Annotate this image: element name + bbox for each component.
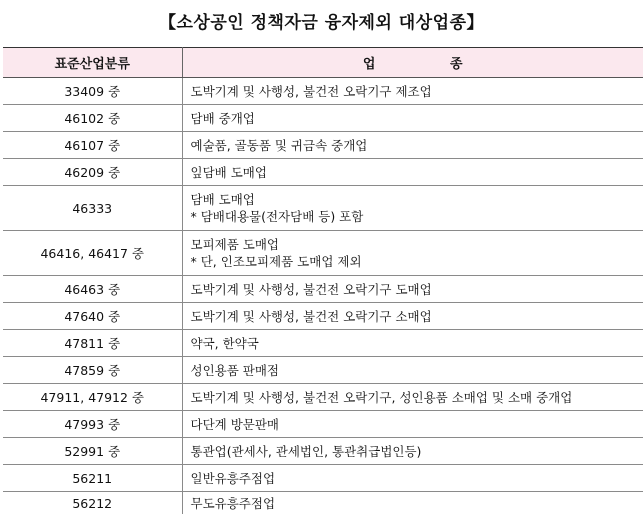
header-industry-code: 표준산업분류 (3, 48, 182, 78)
table-row (3, 492, 643, 515)
industry-code-cell: 33409 중 (3, 78, 182, 105)
industry-code-cell: 46107 중 (3, 132, 182, 159)
table-row (3, 78, 643, 105)
table-row (3, 231, 643, 276)
table-row (3, 357, 643, 384)
business-type-cell (182, 411, 643, 438)
table-row (3, 384, 643, 411)
business-type-note: * 담배대용물(전자담배 등) 포함 (190, 209, 364, 224)
business-type-cell (182, 384, 643, 411)
table-row (3, 159, 643, 186)
business-type-text: 도박기계 및 사행성, 불건전 오락기구, 성인용품 소매업 및 소매 중개업 (190, 389, 573, 405)
table-row (3, 411, 643, 438)
business-type-cell (182, 186, 643, 231)
business-type-cell (182, 465, 643, 492)
industry-code-cell: 47640 중 (3, 303, 182, 330)
business-type-cell (182, 78, 643, 105)
business-type-cell (182, 105, 643, 132)
industry-code-cell: 46333 (3, 186, 182, 231)
table-row (3, 330, 643, 357)
business-type-text: 약국, 한약국 (190, 335, 259, 351)
business-type-text: 담배 중개업 (190, 110, 255, 126)
business-type-text: 잎담배 도매업 (190, 164, 267, 180)
business-type-text: 통관업(관세사, 관세법인, 통관취급법인등) (190, 443, 422, 459)
business-type-text: 담배 도매업 (190, 192, 255, 207)
table-row (3, 438, 643, 465)
business-type-note: * 단, 인조모피제품 도매업 제외 (190, 254, 362, 269)
excluded-industries-table (3, 47, 643, 514)
business-type-text: 일반유흥주점업 (190, 470, 276, 486)
business-type-text: 무도유흥주점업 (190, 495, 276, 511)
table-row (3, 276, 643, 303)
business-type-cell (182, 492, 643, 515)
business-type-cell (182, 231, 643, 276)
business-type-cell (182, 132, 643, 159)
table-header-row (3, 48, 643, 78)
business-type-text: 예술품, 골동품 및 귀금속 중개업 (190, 137, 368, 153)
business-type-text: 모피제품 도매업 (190, 237, 279, 252)
industry-code-cell: 47993 중 (3, 411, 182, 438)
business-type-cell (182, 330, 643, 357)
industry-code-cell: 47859 중 (3, 357, 182, 384)
business-type-cell (182, 303, 643, 330)
table-row (3, 465, 643, 492)
table-row (3, 186, 643, 231)
business-type-text: 도박기계 및 사행성, 불건전 오락기구 소매업 (190, 308, 432, 324)
business-type-text: 도박기계 및 사행성, 불건전 오락기구 제조업 (190, 83, 432, 99)
business-type-text: 도박기계 및 사행성, 불건전 오락기구 도매업 (190, 281, 432, 297)
industry-code-cell: 47911, 47912 중 (3, 384, 182, 411)
table-row (3, 132, 643, 159)
table-row (3, 105, 643, 132)
business-type-text: 다단계 방문판매 (190, 416, 279, 432)
industry-code-cell: 46463 중 (3, 276, 182, 303)
industry-code-cell: 56211 (3, 465, 182, 492)
business-type-cell (182, 438, 643, 465)
industry-code-cell: 46416, 46417 중 (3, 231, 182, 276)
table-body (3, 78, 643, 515)
business-type-cell (182, 276, 643, 303)
header-business-type: 업 종 (182, 48, 643, 78)
industry-code-cell: 56212 (3, 492, 182, 515)
industry-code-cell: 47811 중 (3, 330, 182, 357)
industry-code-cell: 46102 중 (3, 105, 182, 132)
table-row (3, 303, 643, 330)
business-type-cell (182, 159, 643, 186)
document-title: 【소상공인 정책자금 융자제외 대상업종】 (158, 13, 484, 33)
business-type-cell (182, 357, 643, 384)
industry-code-cell: 46209 중 (3, 159, 182, 186)
industry-code-cell: 52991 중 (3, 438, 182, 465)
business-type-text: 성인용품 판매점 (190, 362, 279, 378)
